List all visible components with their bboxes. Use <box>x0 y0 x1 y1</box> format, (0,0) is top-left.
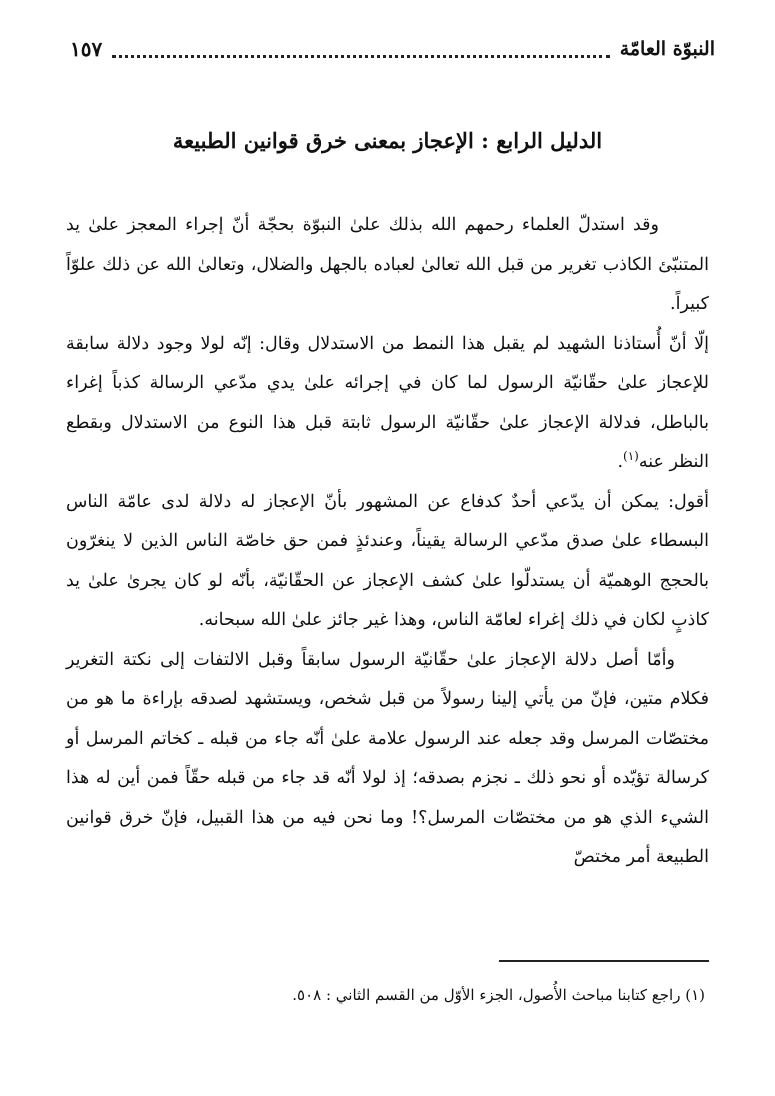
footnote: (١) راجع كتابنا مباحث الأُصول، الجزء الأوّل من القسم الثاني : ٥٠٨. <box>292 986 705 1004</box>
paragraph-4: وأمّا أصل دلالة الإعجاز علىٰ حقّانيّة الرسول سابقاً وقبل الالتفات إلى نكتة التغرير فكلام متين، فإنّ من يأتي إلينا رسولاً من قبل شخص، ويستشهد لصدقه بإراءة ما هو من مختصّات المرسل وقد جعله عند الرسول علامة علىٰ أنّه جاء من قبله ـ كخاتم المرسل أو كرسالة تؤيّده أو نحو ذلك ـ نجزم بصدقه؛ إذ لولا أنّه قد جاء من قبله حقّاً فمن أين له هذا الشيء الذي هو من مختصّات المرسل؟! وما نحن فيه من هذا القبيل، فإنّ خرق قوانين الطبيعة أمر مختصّ <box>66 649 709 867</box>
page-number: ١٥٧ <box>70 37 103 61</box>
paragraph-2: إلّا أنّ أُستاذنا الشهيد لم يقبل هذا النمط من الاستدلال وقال: إنّه لولا وجود دلالة سابقة للإعجاز علىٰ حقّانيّة الرسول لما كان في إجرائه علىٰ يدي مدّعي الرسالة كذباً إغراء بالباطل، فدلالة الإعجاز علىٰ حقّانيّة الرسول ثابتة قبل هذا النوع من الاستدلال وبقطع النظر عنه$^{(١)}$. <box>66 333 709 472</box>
footnote-separator <box>499 960 709 962</box>
paragraph-3: أقول: يمكن أن يدّعي أحدٌ كدفاع عن المشهور بأنّ الإعجاز له دلالة لدى عامّة الناس البسطاء علىٰ صدق مدّعي الرسالة يقيناً، وعندئذٍ فمن حق خاصّة الناس الذين لا ينغرّون بالحجج الوهميّة أن يستدلّوا علىٰ كشف الإعجاز عن الحقّانيّة، بأنّه لو كان يجرىٰ علىٰ يد كاذبٍ لكان في ذلك إغراء لعامّة الناس، وهذا غير جائز علىٰ الله سبحانه. <box>66 491 709 630</box>
page-header <box>70 34 715 64</box>
footnote-reference: (١) <box>623 449 639 464</box>
paragraph-2-text: إلّا أنّ أُستاذنا الشهيد لم يقبل هذا النمط من الاستدلال وقال: إنّه لولا وجود دلالة سابقة للإعجاز علىٰ حقّانيّة الرسول لما كان في إجرائه علىٰ يدي مدّعي الرسالة كذباً إغراء بالباطل، فدلالة الإعجاز علىٰ حقّانيّة الرسول ثابتة قبل هذا النوع من الاستدلال وبقطع النظر عنه <box>66 333 709 472</box>
running-title: النبوّة العامّة <box>619 38 715 60</box>
header-leader-dots <box>112 45 609 58</box>
paragraph-1: وقد استدلّ العلماء رحمهم الله بذلك علىٰ النبوّة بحجّة أنّ إجراء المعجز علىٰ يد المتنبّئ الكاذب تغرير من قبل الله تعالىٰ لعباده بالجهل والضلال، وتعالىٰ الله عن ذلك علوّاً كبيراً. <box>66 215 709 314</box>
body-text <box>66 206 709 878</box>
section-title: الدليل الرابع : الإعجاز بمعنى خرق قوانين الطبيعة <box>172 128 603 153</box>
